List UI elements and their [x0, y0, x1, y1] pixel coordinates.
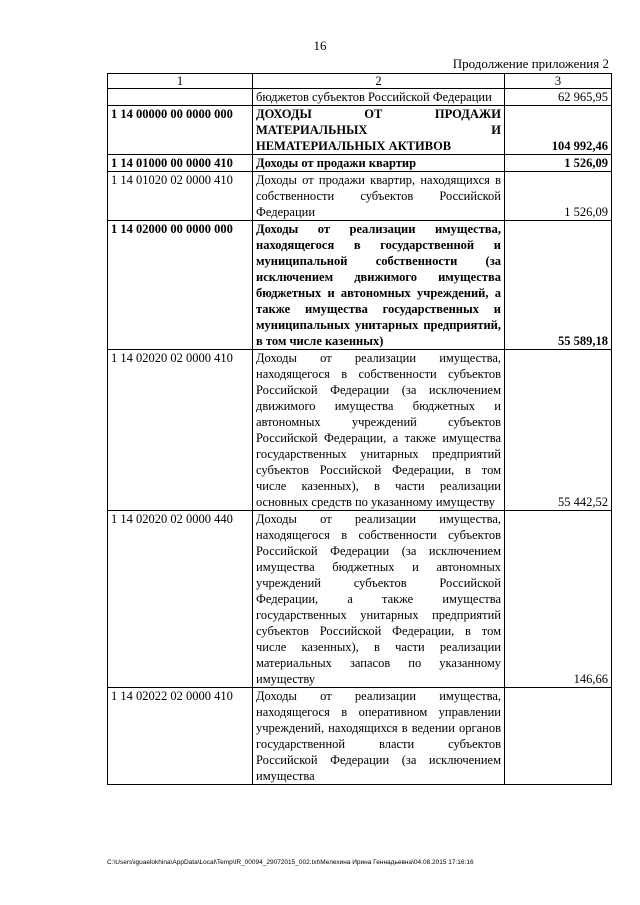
row-code: 1 14 02020 02 0000 410: [108, 350, 253, 511]
row-name: Доходы от реализации имущества, находящегося в государственной и муниципальной собственности (за исключением движимого имущества бюджетных и автономных учреждений, а также имущества государственных и муниципальных унитарных предприятий, в том числе казенных): [253, 221, 505, 350]
row-code: 1 14 02022 02 0000 410: [108, 688, 253, 785]
row-name: Доходы от продажи квартир: [253, 155, 505, 172]
row-code: 1 14 02020 02 0000 440: [108, 511, 253, 688]
row-code: [108, 89, 253, 106]
row-name: Доходы от продажи квартир, находящихся в собственности субъектов Российской Федерации: [253, 172, 505, 221]
row-amount: 55 442,52: [505, 350, 612, 511]
row-amount: 146,66: [505, 511, 612, 688]
row-name: Доходы от реализации имущества, находящегося в оперативном управлении учреждений, находящихся в ведении органов государственной власти субъектов Российской Федерации (за исключением имущества: [253, 688, 505, 785]
row-amount: 55 589,18: [505, 221, 612, 350]
file-path-footer: C:\Users\iguaelokhina\AppData\Local\Temp\IR_00094_29072015_002.txt\Мелехина Ирина Геннадьевна\04.08.2015 17:16:16: [107, 859, 474, 866]
table-row: [108, 155, 612, 172]
table-row: [108, 688, 612, 785]
row-amount: 1 526,09: [505, 155, 612, 172]
page-number: 16: [313, 38, 327, 53]
table-row: [108, 221, 612, 350]
table-row: [108, 106, 612, 155]
row-amount: [505, 688, 612, 785]
row-name: Доходы от реализации имущества, находящегося в собственности субъектов Российской Федерации (за исключением имущества бюджетных и автономных учреждений субъектов Российской Федерации, а также имущества государственных унитарных предприятий субъектов Российской Федерации, в том числе казенных), в части реализации материальных запасов по указанному имуществу: [253, 511, 505, 688]
header-col-3: 3: [505, 74, 612, 89]
continuation-label: Продолжение приложения 2: [452, 56, 609, 71]
row-amount: 104 992,46: [505, 106, 612, 155]
row-name: Доходы от реализации имущества, находящегося в собственности субъектов Российской Федерации (за исключением движимого имущества бюджетных и автономных учреждений субъектов Российской Федерации, а также имущества государственных унитарных предприятий субъектов Российской Федерации, в том числе казенных), в части реализации основных средств по указанному имуществу: [253, 350, 505, 511]
row-amount: 1 526,09: [505, 172, 612, 221]
row-code: 1 14 01020 02 0000 410: [108, 172, 253, 221]
budget-revenue-table: [107, 73, 612, 785]
row-name: бюджетов субъектов Российской Федерации: [253, 89, 505, 106]
row-amount: 62 965,95: [505, 89, 612, 106]
table-row: [108, 350, 612, 511]
header-col-1: 1: [108, 74, 253, 89]
table-header-row: [108, 74, 612, 89]
table-row: [108, 89, 612, 106]
header-col-2: 2: [253, 74, 505, 89]
row-name: ДОХОДЫ ОТ ПРОДАЖИ МАТЕРИАЛЬНЫХ И НЕМАТЕРИАЛЬНЫХ АКТИВОВ: [253, 106, 505, 155]
row-code: 1 14 01000 00 0000 410: [108, 155, 253, 172]
table-row: [108, 511, 612, 688]
row-code: 1 14 02000 00 0000 000: [108, 221, 253, 350]
row-code: 1 14 00000 00 0000 000: [108, 106, 253, 155]
table-row: [108, 172, 612, 221]
